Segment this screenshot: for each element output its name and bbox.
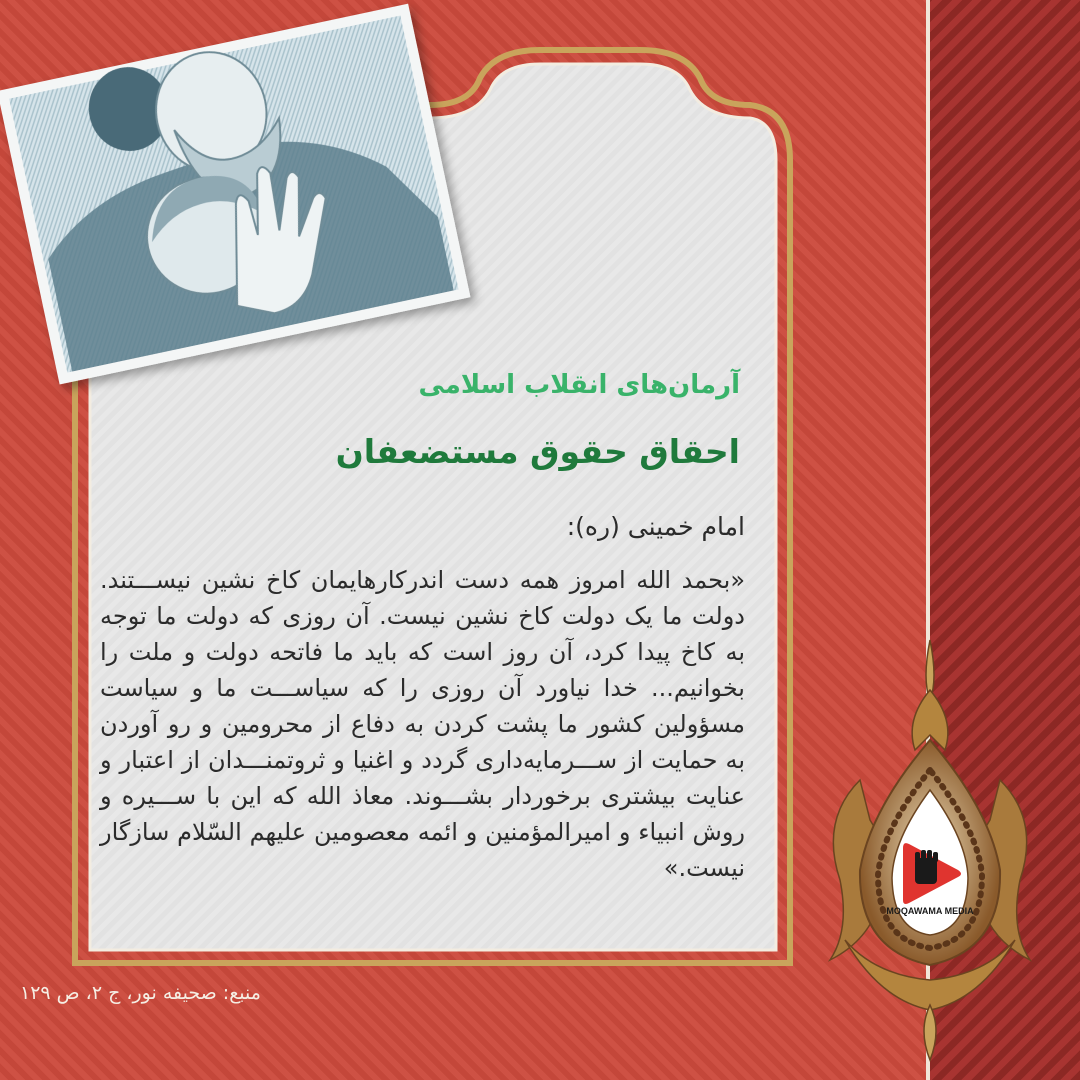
quote-text: «بحمد الله امروز همه دست اندرکارهایمان کاخ نشین نیســـتند. دولت ما یک دولت کاخ نشین نیست. آن روزی که دولت ما توجه به کاخ پیدا کرد، آن روز است که باید ما فاتحه دولت و ملت را بخوانیم... خدا نیاورد آن روزی را که سیاســـت ما و سیاست مسؤولین کشور ما پشت کردن به دفاع از محرومین و رو آوردن به حمایت از ســـرمایه‌داری گردد و اغنیا و ثروتمنـــدان از اعتبار و عنایت بیشتری برخوردار بشـــوند. معاذ الله که این با ســـیره و روش انبیاء و امیرالمؤمنین و ائمه معصومین علیهم السّلام سازگار نیست.» (100, 566, 745, 882)
quote-author: امام خمینی (ره): (566, 512, 745, 541)
subtitle: آرمان‌های انقلاب اسلامی (418, 370, 740, 400)
source-citation: منبع: صحیفه نور، ج ۲، ص ۱۲۹ (20, 982, 261, 1004)
logo-text: MOQAWAMA MEDIA (886, 906, 974, 916)
page-title: احقاق حقوق مستضعفان (335, 432, 740, 471)
